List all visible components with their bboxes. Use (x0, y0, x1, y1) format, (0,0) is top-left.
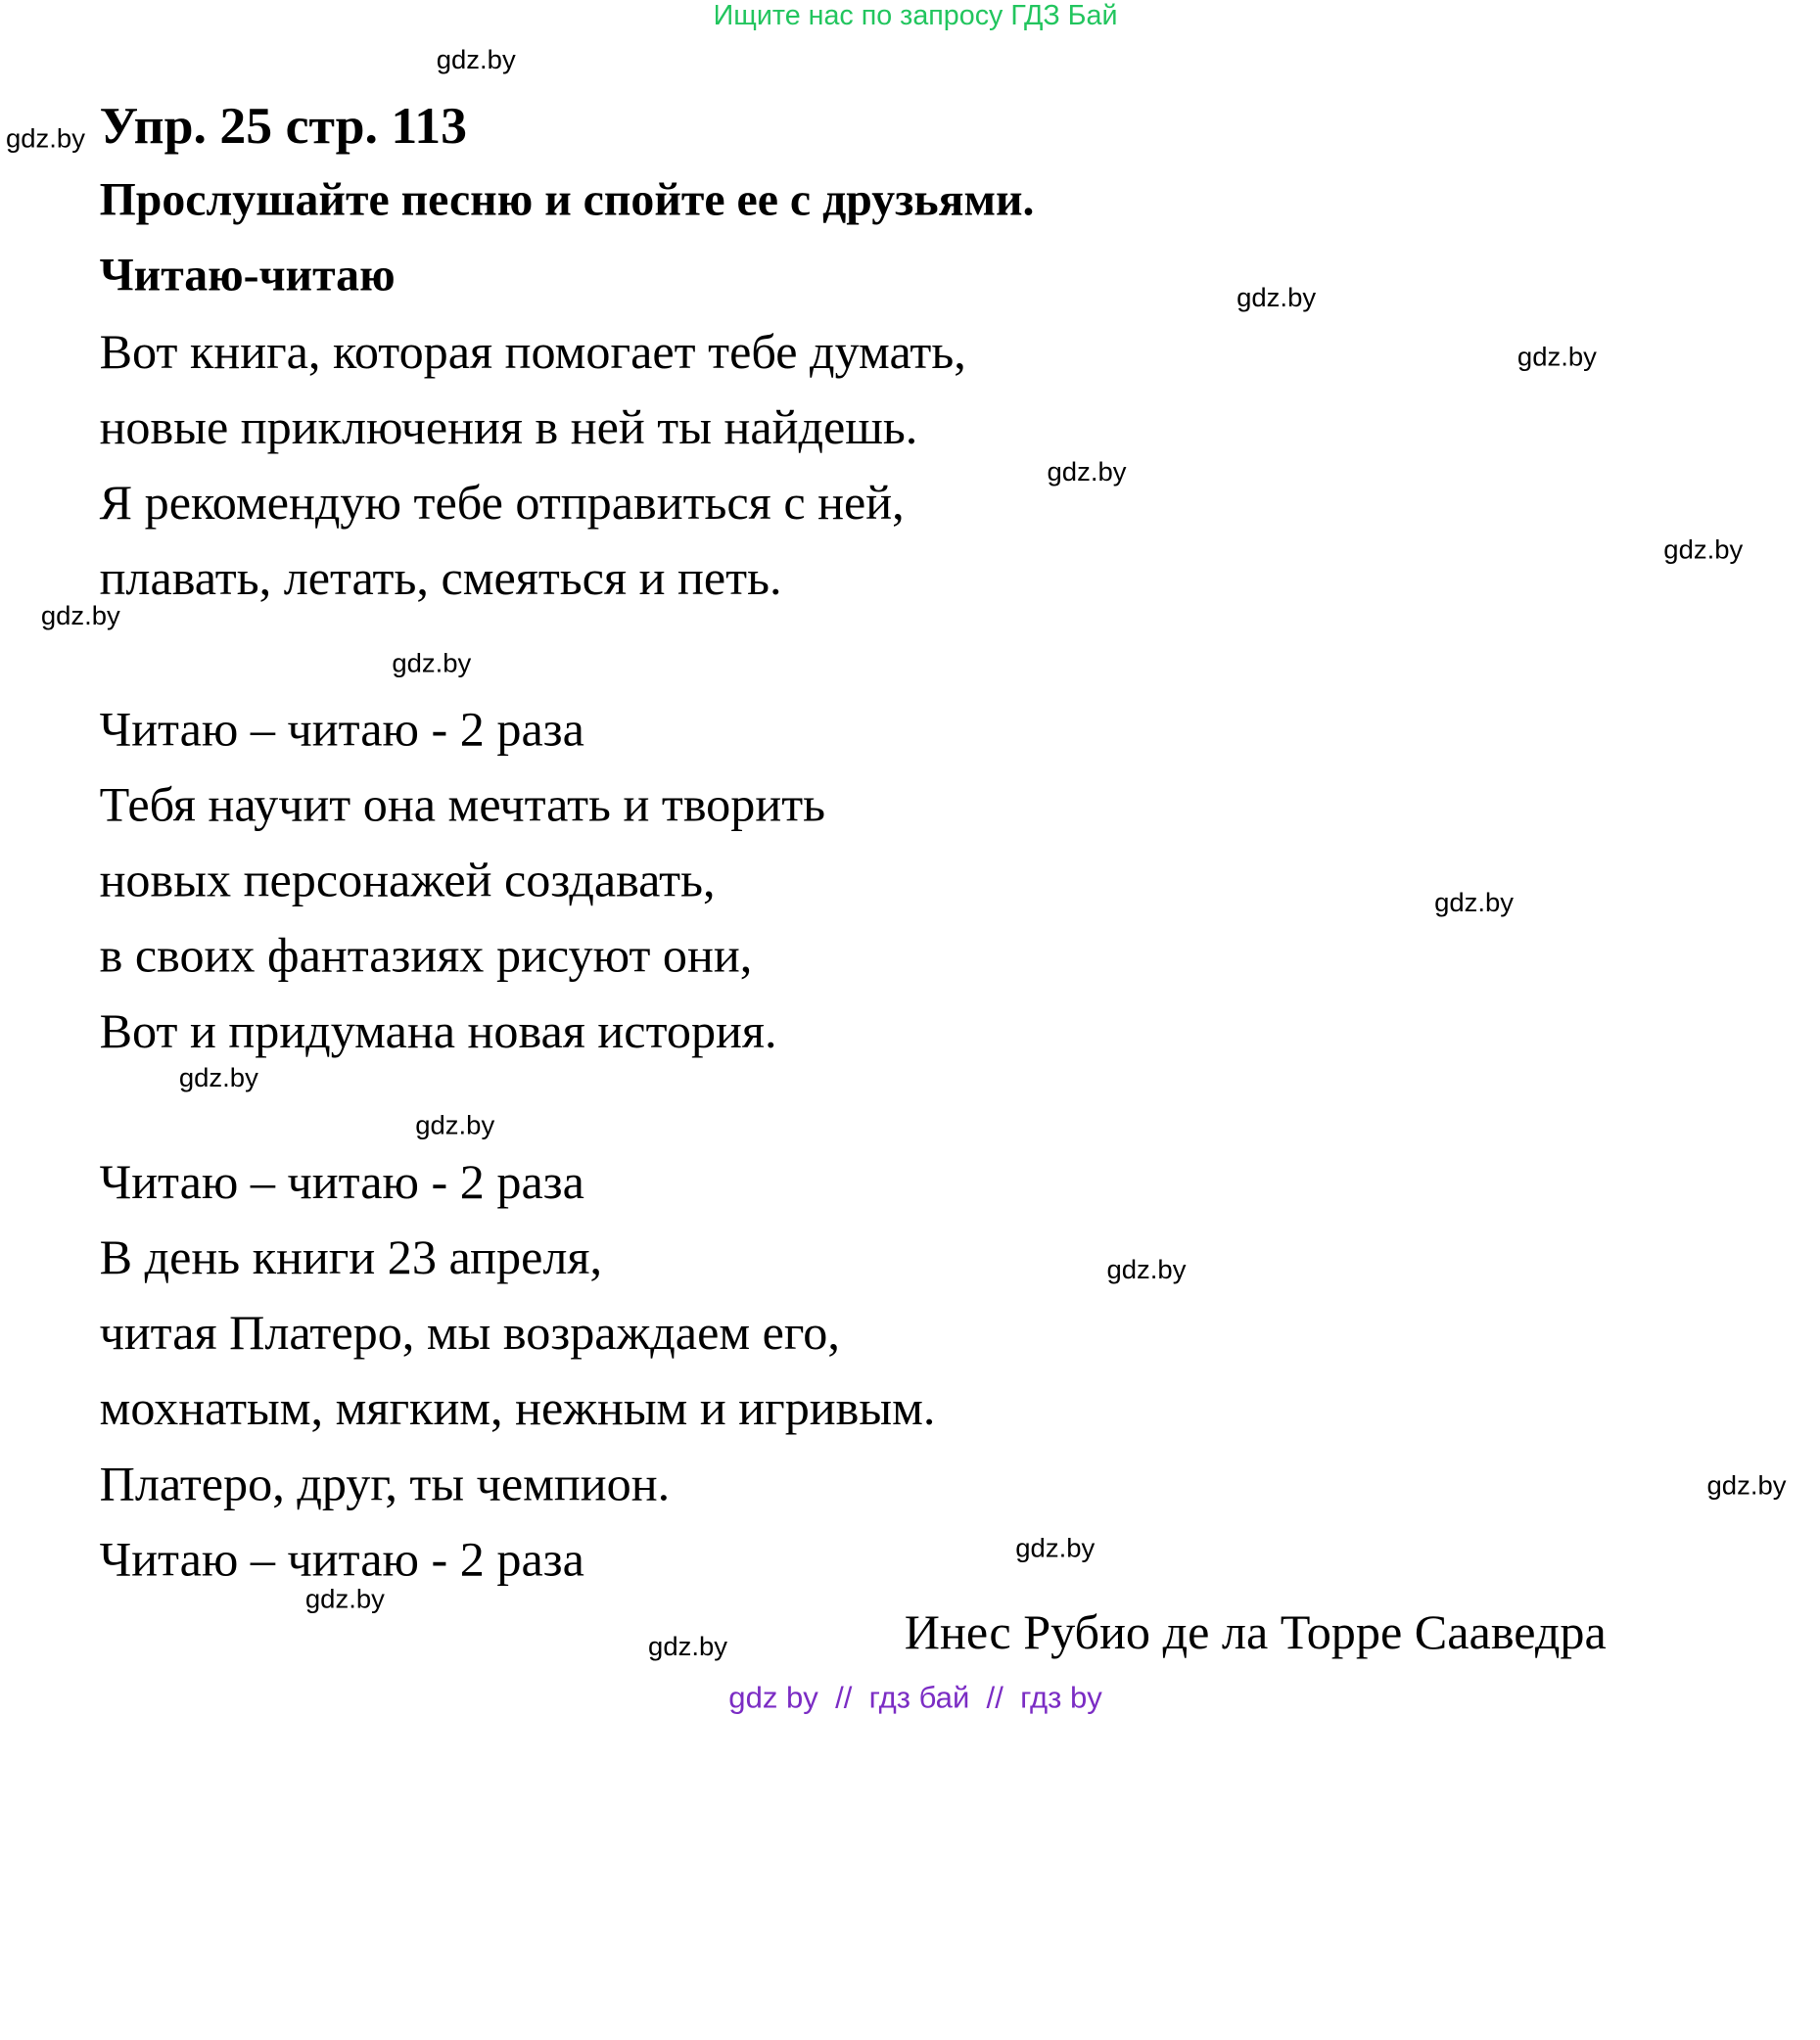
song-line: Читаю – читаю - 2 раза (99, 703, 584, 758)
watermark: gdz.by (5, 122, 85, 154)
song-line: мохнатым, мягким, нежным и игривым. (99, 1382, 936, 1437)
song-line: плавать, летать, смеяться и петь. (99, 552, 782, 607)
watermark: gdz.by (415, 1109, 495, 1140)
song-line: в своих фантазиях рисуют они, (99, 929, 753, 984)
watermark: gdz.by (392, 647, 472, 678)
watermark: gdz.by (1706, 1469, 1787, 1501)
watermark: gdz.by (40, 600, 120, 630)
footer-links[interactable]: gdz by // гдз бай // гдз by (728, 1680, 1102, 1715)
watermark: gdz.by (1047, 456, 1127, 487)
song-line: Читаю – читаю - 2 раза (99, 1533, 584, 1588)
watermark: gdz.by (1237, 282, 1317, 313)
song-line: новых персонажей создавать, (99, 854, 716, 908)
song-line: Я рекомендую тебе отправиться с ней, (99, 477, 905, 532)
exercise-title: Упр. 25 стр. 113 (99, 96, 468, 155)
song-line: читая Платеро, мы возраждаем его, (99, 1307, 840, 1361)
song-line: Вот книга, которая помогает тебе думать, (99, 326, 966, 380)
watermark: gdz.by (1106, 1253, 1187, 1284)
ad-banner[interactable]: Ищите нас по запросу ГДЗ Бай (713, 0, 1118, 32)
song-line: В день книги 23 апреля, (99, 1231, 603, 1285)
watermark: gdz.by (1015, 1532, 1096, 1563)
watermark: gdz.by (1663, 533, 1744, 565)
watermark: gdz.by (304, 1583, 385, 1614)
watermark: gdz.by (1434, 887, 1515, 917)
song-line: Платеро, друг, ты чемпион. (99, 1458, 671, 1512)
watermark: gdz.by (436, 44, 516, 74)
song-title: Читаю-читаю (99, 248, 396, 301)
song-author: Инес Рубио де ла Торре Сааведра (904, 1606, 1607, 1660)
watermark: gdz.by (178, 1062, 258, 1093)
exercise-instruction: Прослушайте песню и спойте ее с друзьями. (99, 172, 1035, 226)
song-line: Тебя научит она мечтать и творить (99, 778, 826, 833)
song-line: Читаю – читаю - 2 раза (99, 1156, 584, 1210)
watermark: gdz.by (1517, 341, 1597, 372)
song-line: Вот и придумана новая история. (99, 1005, 777, 1059)
song-line: новые приключения в ней ты найдешь. (99, 401, 918, 455)
watermark: gdz.by (648, 1631, 728, 1662)
